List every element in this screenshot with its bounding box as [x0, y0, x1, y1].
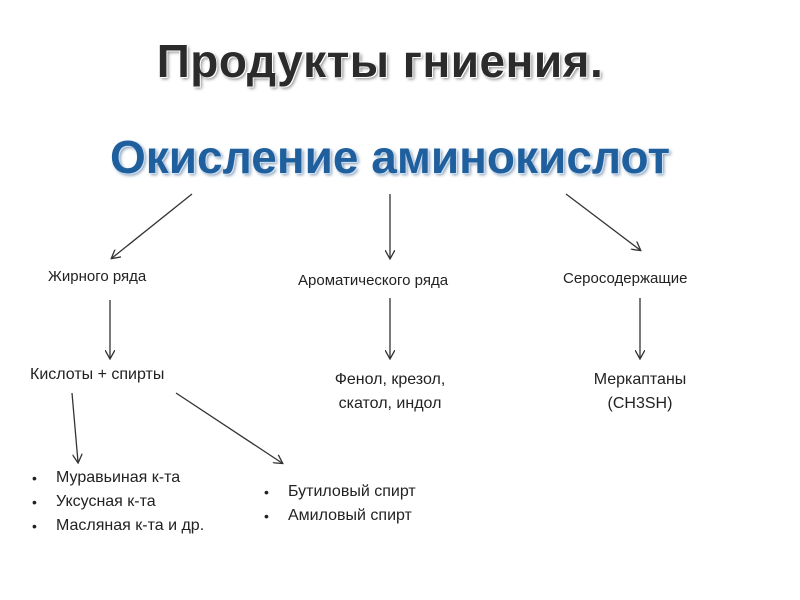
aromatic-product [310, 368, 470, 416]
page-title: Продукты гниения. [156, 35, 604, 87]
list-item: • Уксусная к-та [30, 490, 204, 514]
sulfur-product [570, 368, 710, 416]
branch-sulfur-label: Серосодержащие [563, 270, 688, 287]
aromatic-product-line2: скатол, индол [338, 395, 442, 412]
arrow-to-acids [72, 393, 78, 462]
sulfur-product-line1: Меркаптаны [593, 371, 687, 388]
aromatic-product-line1: Фенол, крезол, [334, 371, 446, 388]
arrow-to-sulfur [566, 194, 640, 250]
list-item: • Бутиловый спирт [262, 480, 416, 504]
alcohols-list [262, 480, 416, 528]
list-item: • Муравьиная к-та [30, 466, 204, 490]
branch-aromatic-label: Ароматического ряда [298, 272, 449, 289]
fatty-product: Кислоты + спирты [30, 366, 165, 383]
arrow-to-fatty [112, 194, 192, 258]
sulfur-product-line2: (CH3SH) [607, 395, 673, 412]
arrow-to-alcohols [176, 393, 282, 463]
list-item: • Амиловый спирт [262, 504, 416, 528]
branch-fatty-label: Жирного ряда [48, 268, 147, 285]
list-item: • Масляная к-та и др. [30, 514, 204, 538]
acids-list [30, 466, 204, 538]
diagram-heading: Окисление аминокислот [109, 131, 671, 183]
